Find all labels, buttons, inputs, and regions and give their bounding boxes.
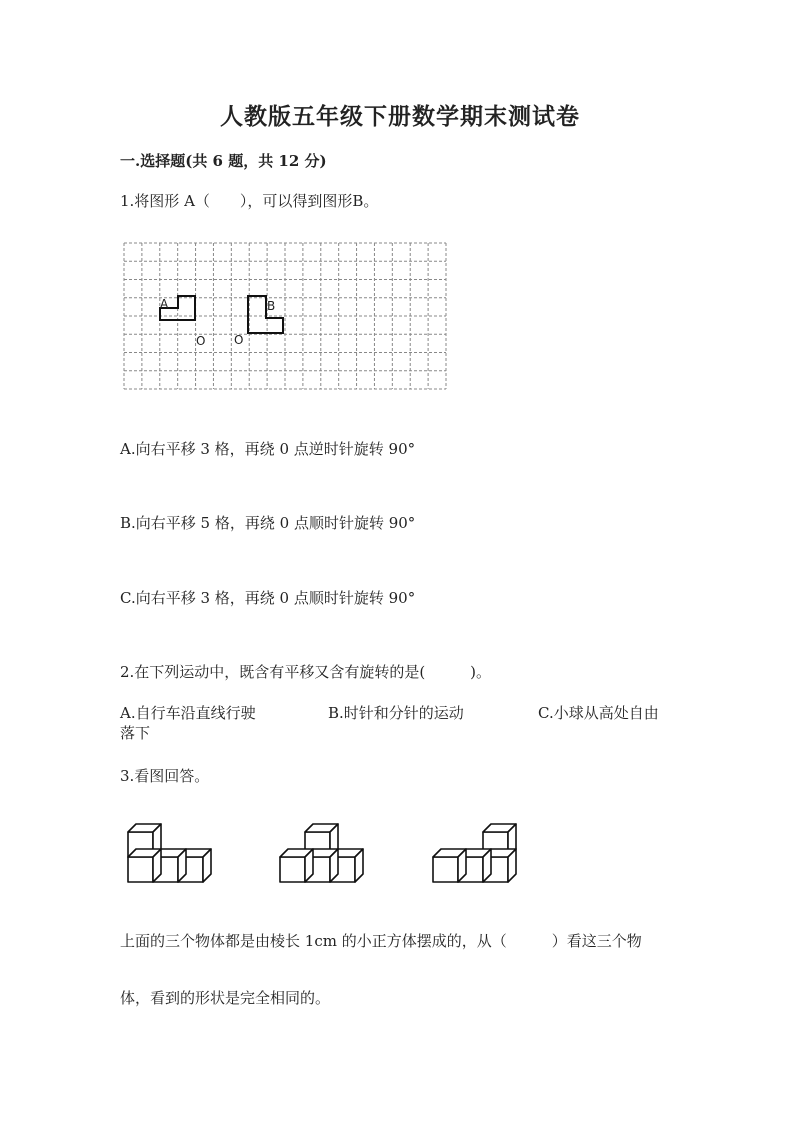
- q1-option-c[interactable]: C.向右平移 3 格，再绕 0 点顺时针旋转 90°: [120, 589, 416, 607]
- shape-b: [248, 296, 283, 333]
- q2-option-b[interactable]: B.时针和分针的运动: [328, 704, 464, 722]
- label-o2: O: [234, 333, 244, 347]
- cube: [128, 849, 161, 882]
- question-2-stem: 2.在下列运动中，既含有平移又含有旋转的是( )。: [120, 663, 492, 681]
- question-1-stem: 1.将图形 A（ ），可以得到图形B。: [120, 192, 379, 210]
- cube: [433, 849, 466, 882]
- q2-option-c-continued: 落下: [120, 724, 151, 742]
- q1-grid-figure: [120, 240, 450, 392]
- section-heading: 一.选择题(共 6 题，共 12 分): [120, 152, 327, 170]
- q3-cube-figures: [120, 812, 560, 892]
- cube: [280, 849, 313, 882]
- question-3-text-line1: 上面的三个物体都是由棱长 1cm 的小正方体摆成的，从（ ）看这三个物: [120, 932, 642, 950]
- q1-option-b[interactable]: B.向右平移 5 格，再绕 0 点顺时针旋转 90°: [120, 514, 416, 532]
- q2-option-c[interactable]: C.小球从高处自由: [538, 704, 659, 722]
- q1-option-a[interactable]: A.向右平移 3 格，再绕 0 点逆时针旋转 90°: [120, 440, 416, 458]
- question-3-stem: 3.看图回答。: [120, 767, 210, 785]
- label-a: A: [160, 297, 169, 311]
- q2-option-a[interactable]: A.自行车沿直线行驶: [120, 704, 256, 722]
- label-b: B: [267, 299, 276, 313]
- page-title: 人教版五年级下册数学期末测试卷: [220, 103, 580, 130]
- question-3-text-line2: 体，看到的形状是完全相同的。: [120, 989, 331, 1007]
- label-o1: O: [196, 334, 206, 348]
